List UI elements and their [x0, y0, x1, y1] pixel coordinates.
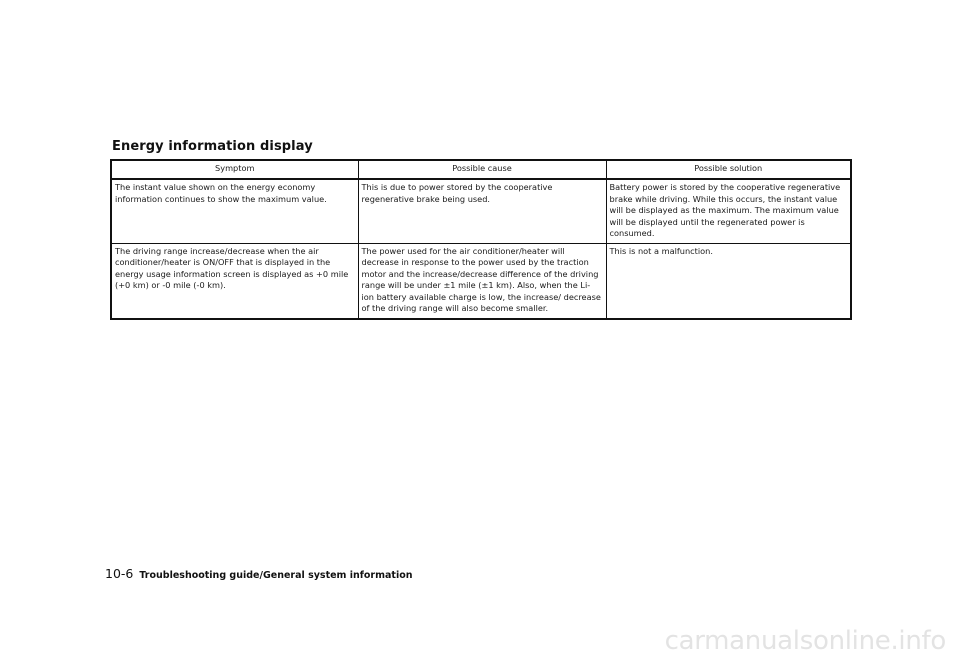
- page-footer: [105, 563, 413, 582]
- symptom-cell: The driving range increase/decrease when the air conditioner/heater is ON/OFF that is displayed in the energy usage information screen is displayed as +0 mile (+0 km) or -0 mile (-0 km).: [111, 243, 358, 319]
- cause-cell: This is due to power stored by the cooperative regenerative brake being used.: [358, 179, 606, 243]
- troubleshooting-table-container: [110, 159, 850, 320]
- table-header-row: [111, 160, 851, 179]
- header-possible-cause: Possible cause: [358, 160, 606, 179]
- table-row: [111, 243, 851, 319]
- section-title: Energy information display: [112, 139, 313, 154]
- watermark: carmanualsonline.info: [664, 626, 946, 656]
- header-symptom: Symptom: [111, 160, 358, 179]
- footer-section-name: Troubleshooting guide/General system information: [139, 570, 413, 581]
- cause-cell: The power used for the air conditioner/heater will decrease in response to the power used by the traction motor and the increase/decrease difference of the driving range will be under ±1 mile (±1 km). Also, when the Li-ion battery available charge is low, the increase/ decrease of the driving range will also become smaller.: [358, 243, 606, 319]
- table-row: [111, 179, 851, 243]
- header-possible-solution: Possible solution: [606, 160, 851, 179]
- symptom-cell: The instant value shown on the energy economy information continues to show the maximum value.: [111, 179, 358, 243]
- solution-cell: Battery power is stored by the cooperative regenerative brake while driving. While this occurs, the instant value will be displayed as the maximum. The maximum value will be displayed until the regenerated power is consumed.: [606, 179, 851, 243]
- solution-cell: This is not a malfunction.: [606, 243, 851, 319]
- page-number: 10-6: [105, 566, 134, 581]
- troubleshooting-table: [110, 159, 852, 320]
